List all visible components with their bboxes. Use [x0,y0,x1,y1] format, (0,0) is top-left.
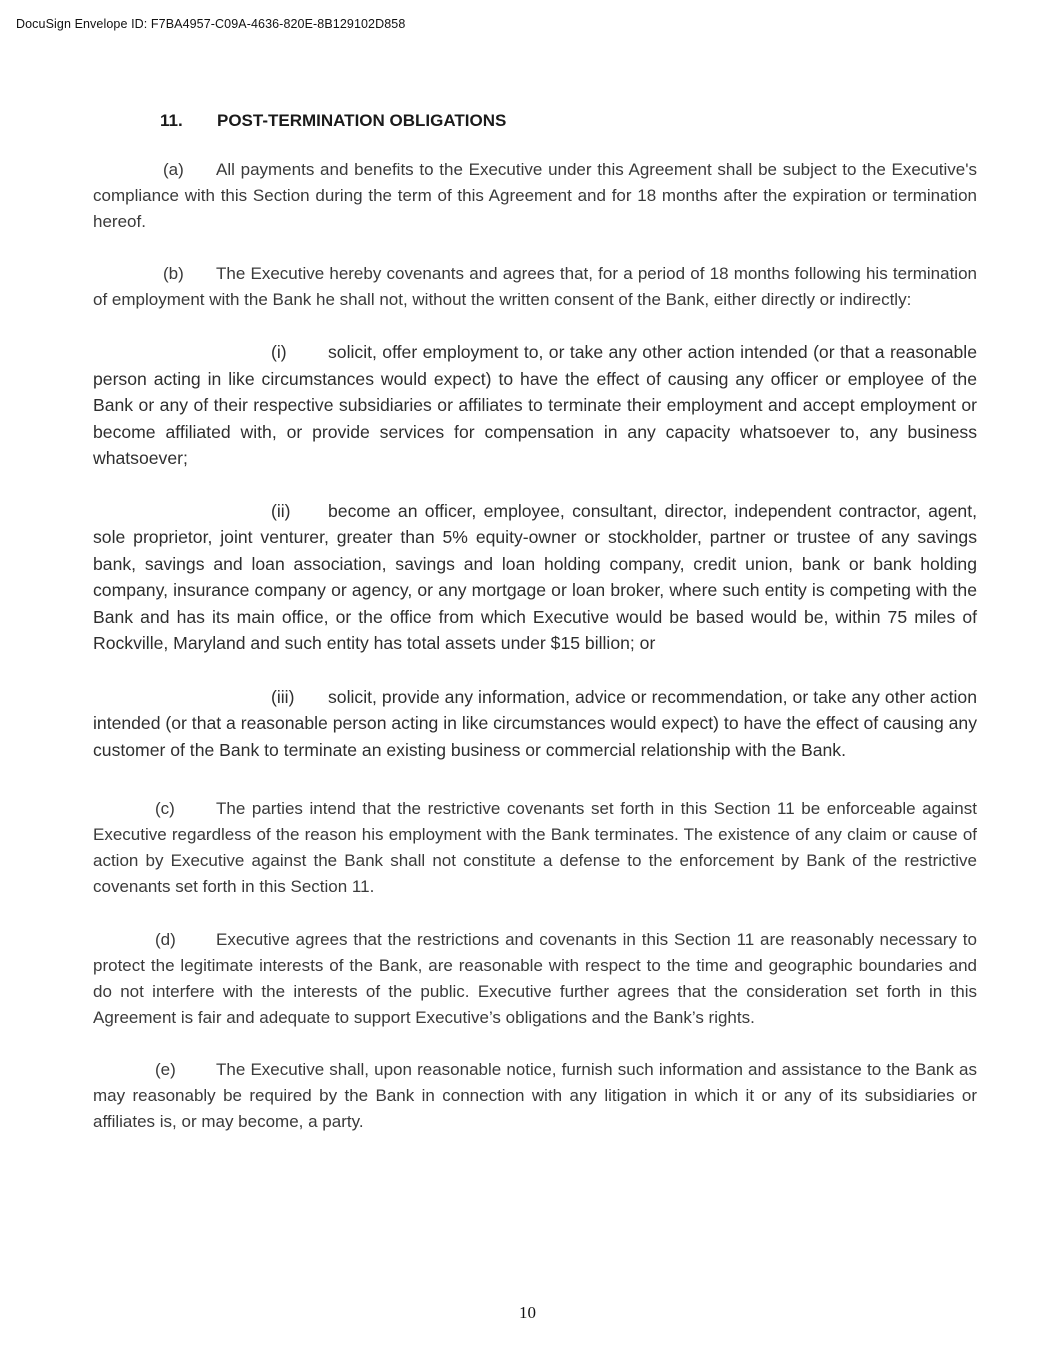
paragraph-a [93,157,977,235]
paragraph-e [93,1057,977,1135]
paragraph-a-label: (a) [163,160,184,179]
document-page [93,108,977,1135]
docusign-envelope-id: DocuSign Envelope ID: F7BA4957-C09A-4636-820E-8B129102D858 [16,17,406,31]
subparagraph-ii [93,498,977,657]
paragraph-c-text: The parties intend that the restrictive covenants set forth in this Section 11 be enforceable against Executive regardless of the reason his employment with the Bank terminates. The existence of any claim or cause of action by Executive against the Bank shall not constitute a defense to the enforcement by Bank of the restrictive covenants set forth in this Section 11. [93,799,977,896]
subparagraph-i-label: (i) [271,342,287,362]
paragraph-b [93,261,977,313]
section-number: 11. [160,111,183,130]
subparagraph-iii [93,684,977,764]
subparagraph-iii-text: solicit, provide any information, advice or recommendation, or take any other action intended (or that a reasonable person acting in like circumstances would expect) to have the effect of causing any customer of the Bank to terminate an existing business or commercial relationship with the Bank. [93,686,977,760]
subparagraph-iii-label: (iii) [271,686,295,707]
page-number: 10 [519,1303,536,1322]
subparagraph-i-text: solicit, offer employment to, or take any other action intended (or that a reasonable person acting in like circumstances would expect) to have the effect of causing any officer or employee of the Bank or any of their respective subsidiaries or affiliates to terminate their employment and accept employment or become affiliated with, or provide services for compensation in any capacity whatsoever to, any business whatsoever; [93,342,977,468]
paragraph-d-label: (d) [155,930,176,949]
paragraph-d-text: Executive agrees that the restrictions and covenants in this Section 11 are reasonably necessary to protect the legitimate interests of the Bank, are reasonable with respect to the time and geographic boundaries and do not interfere with the interests of the public. Executive further agrees that the consideration set forth in this Agreement is fair and adequate to support Executive’s obligations and the Bank’s rights. [93,930,977,1027]
paragraph-d [93,927,977,1031]
paragraph-a-text: All payments and benefits to the Executive under this Agreement shall be subject to the Executive's compliance with this Section during the term of this Agreement and for 18 months after the expiration or termination hereof. [93,160,977,231]
paragraph-e-label: (e) [155,1060,176,1079]
paragraph-b-text: The Executive hereby covenants and agrees that, for a period of 18 months following his termination of employment with the Bank he shall not, without the written consent of the Bank, either directly or indirectly: [93,264,977,309]
section-heading [160,108,977,134]
paragraph-e-text: The Executive shall, upon reasonable notice, furnish such information and assistance to the Bank as may reasonably be required by the Bank in connection with any litigation in which it or any of its subsidiaries or affiliates is, or may become, a party. [93,1060,977,1131]
section-title: POST-TERMINATION OBLIGATIONS [217,111,507,130]
subparagraph-i [93,339,977,472]
paragraph-b-label: (b) [163,264,184,283]
subparagraph-ii-label: (ii) [271,500,291,521]
subparagraph-ii-text: become an officer, employee, consultant, director, independent contractor, agent, sole proprietor, joint venturer, greater than 5% equity-owner or stockholder, partner or trustee of any savings bank, savings and loan association, savings and loan holding company, credit union, bank or bank holding company, insurance company or agency, or any mortgage or loan broker, where such entity is competing with the Bank and has its main office, or the office from which Executive would be based would be, within 75 miles of Rockville, Maryland and such entity has total assets under $15 billion; or [93,500,977,653]
paragraph-c [93,796,977,900]
paragraph-c-label: (c) [155,799,175,818]
